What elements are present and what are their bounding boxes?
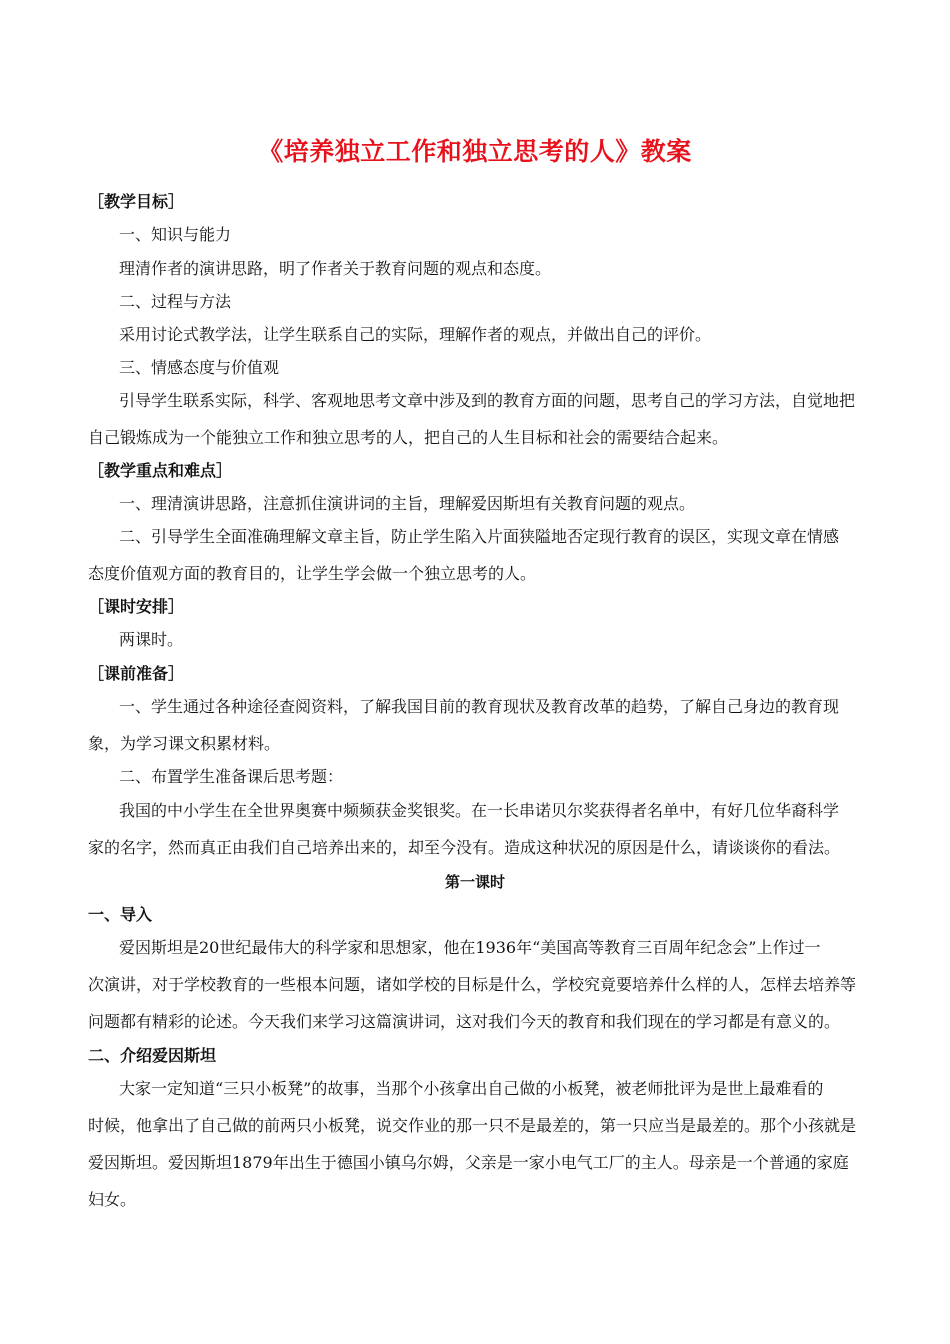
paragraph-line: 爱因斯坦是20世纪最伟大的科学家和思想家，他在1936年“美国高等教育三百周年纪念会”上作过一 [119,938,821,957]
paragraph-line: 次演讲，对于学校教育的一些根本问题，诸如学校的目标是什么，学校究竟要培养什么样的人，怎样去培养等 [88,975,857,994]
paragraph-line: 我国的中小学生在全世界奥赛中频频获金奖银奖。在一长串诺贝尔奖获得者名单中，有好几位华裔科学 [119,801,840,820]
paragraph-line: 象，为学习课文积累材料。 [88,734,281,753]
paragraph-line: 态度价值观方面的教育目的，让学生学会做一个独立思考的人。 [88,564,537,583]
paragraph-line: 理清作者的演讲思路，明了作者关于教育问题的观点和态度。 [119,259,552,278]
paragraph-line: 二、过程与方法 [119,292,232,311]
paragraph-line: 二、布置学生准备课后思考题： [119,767,344,786]
paragraph-line: 两课时。 [119,630,184,649]
paragraph-line: 采用讨论式教学法，让学生联系自己的实际，理解作者的观点，并做出自己的评价。 [119,325,712,344]
paragraph-line: 三、情感态度与价值观 [119,358,280,377]
paragraph-line: 爱因斯坦。爱因斯坦1879年出生于德国小镇乌尔姆，父亲是一家小电气工厂的主人。母亲是一个普通的家庭 [88,1153,849,1172]
paragraph-line: 自己锻炼成为一个能独立工作和独立思考的人，把自己的人生目标和社会的需要结合起来。 [88,428,729,447]
section-heading: 一、导入 [88,905,153,924]
paragraph-line: 一、学生通过各种途径查阅资料，了解我国目前的教育现状及教育改革的趋势，了解自己身边的教育现 [119,697,840,716]
paragraph-line: 引导学生联系实际，科学、客观地思考文章中涉及到的教育方面的问题，思考自己的学习方法，自觉地把 [119,391,856,410]
section-heading: ［教学目标］ [88,192,185,211]
section-heading: ［课时安排］ [88,597,185,616]
section-heading: ［教学重点和难点］ [88,461,233,480]
paragraph-line: 家的名字，然而真正由我们自己培养出来的，却至今没有。造成这种状况的原因是什么，请谈谈你的看法。 [88,838,841,857]
paragraph-line: 一、理清演讲思路，注意抓住演讲词的主旨，理解爱因斯坦有关教育问题的观点。 [119,494,696,513]
section-heading: 二、介绍爱因斯坦 [88,1046,217,1065]
paragraph-line: 大家一定知道“三只小板凳”的故事，当那个小孩拿出自己做的小板凳，被老师批评为是世上最难看的 [119,1079,824,1098]
paragraph-line: 妇女。 [88,1190,137,1209]
paragraph-line: 二、引导学生全面准确理解文章主旨，防止学生陷入片面狭隘地否定现行教育的误区，实现文章在情感 [119,527,840,546]
paragraph-line: 一、知识与能力 [119,225,232,244]
section-heading: 第一课时 [444,873,505,891]
paragraph-line: 问题都有精彩的论述。今天我们来学习这篇演讲词，这对我们今天的教育和我们现在的学习都是有意义的。 [88,1012,841,1031]
document-title: 《培养独立工作和独立思考的人》教案 [258,137,692,166]
section-heading: ［课前准备］ [88,664,185,683]
paragraph-line: 时候，他拿出了自己做的前两只小板凳，说交作业的那一只不是最差的，第一只应当是最差的。那个小孩就是 [88,1116,857,1135]
